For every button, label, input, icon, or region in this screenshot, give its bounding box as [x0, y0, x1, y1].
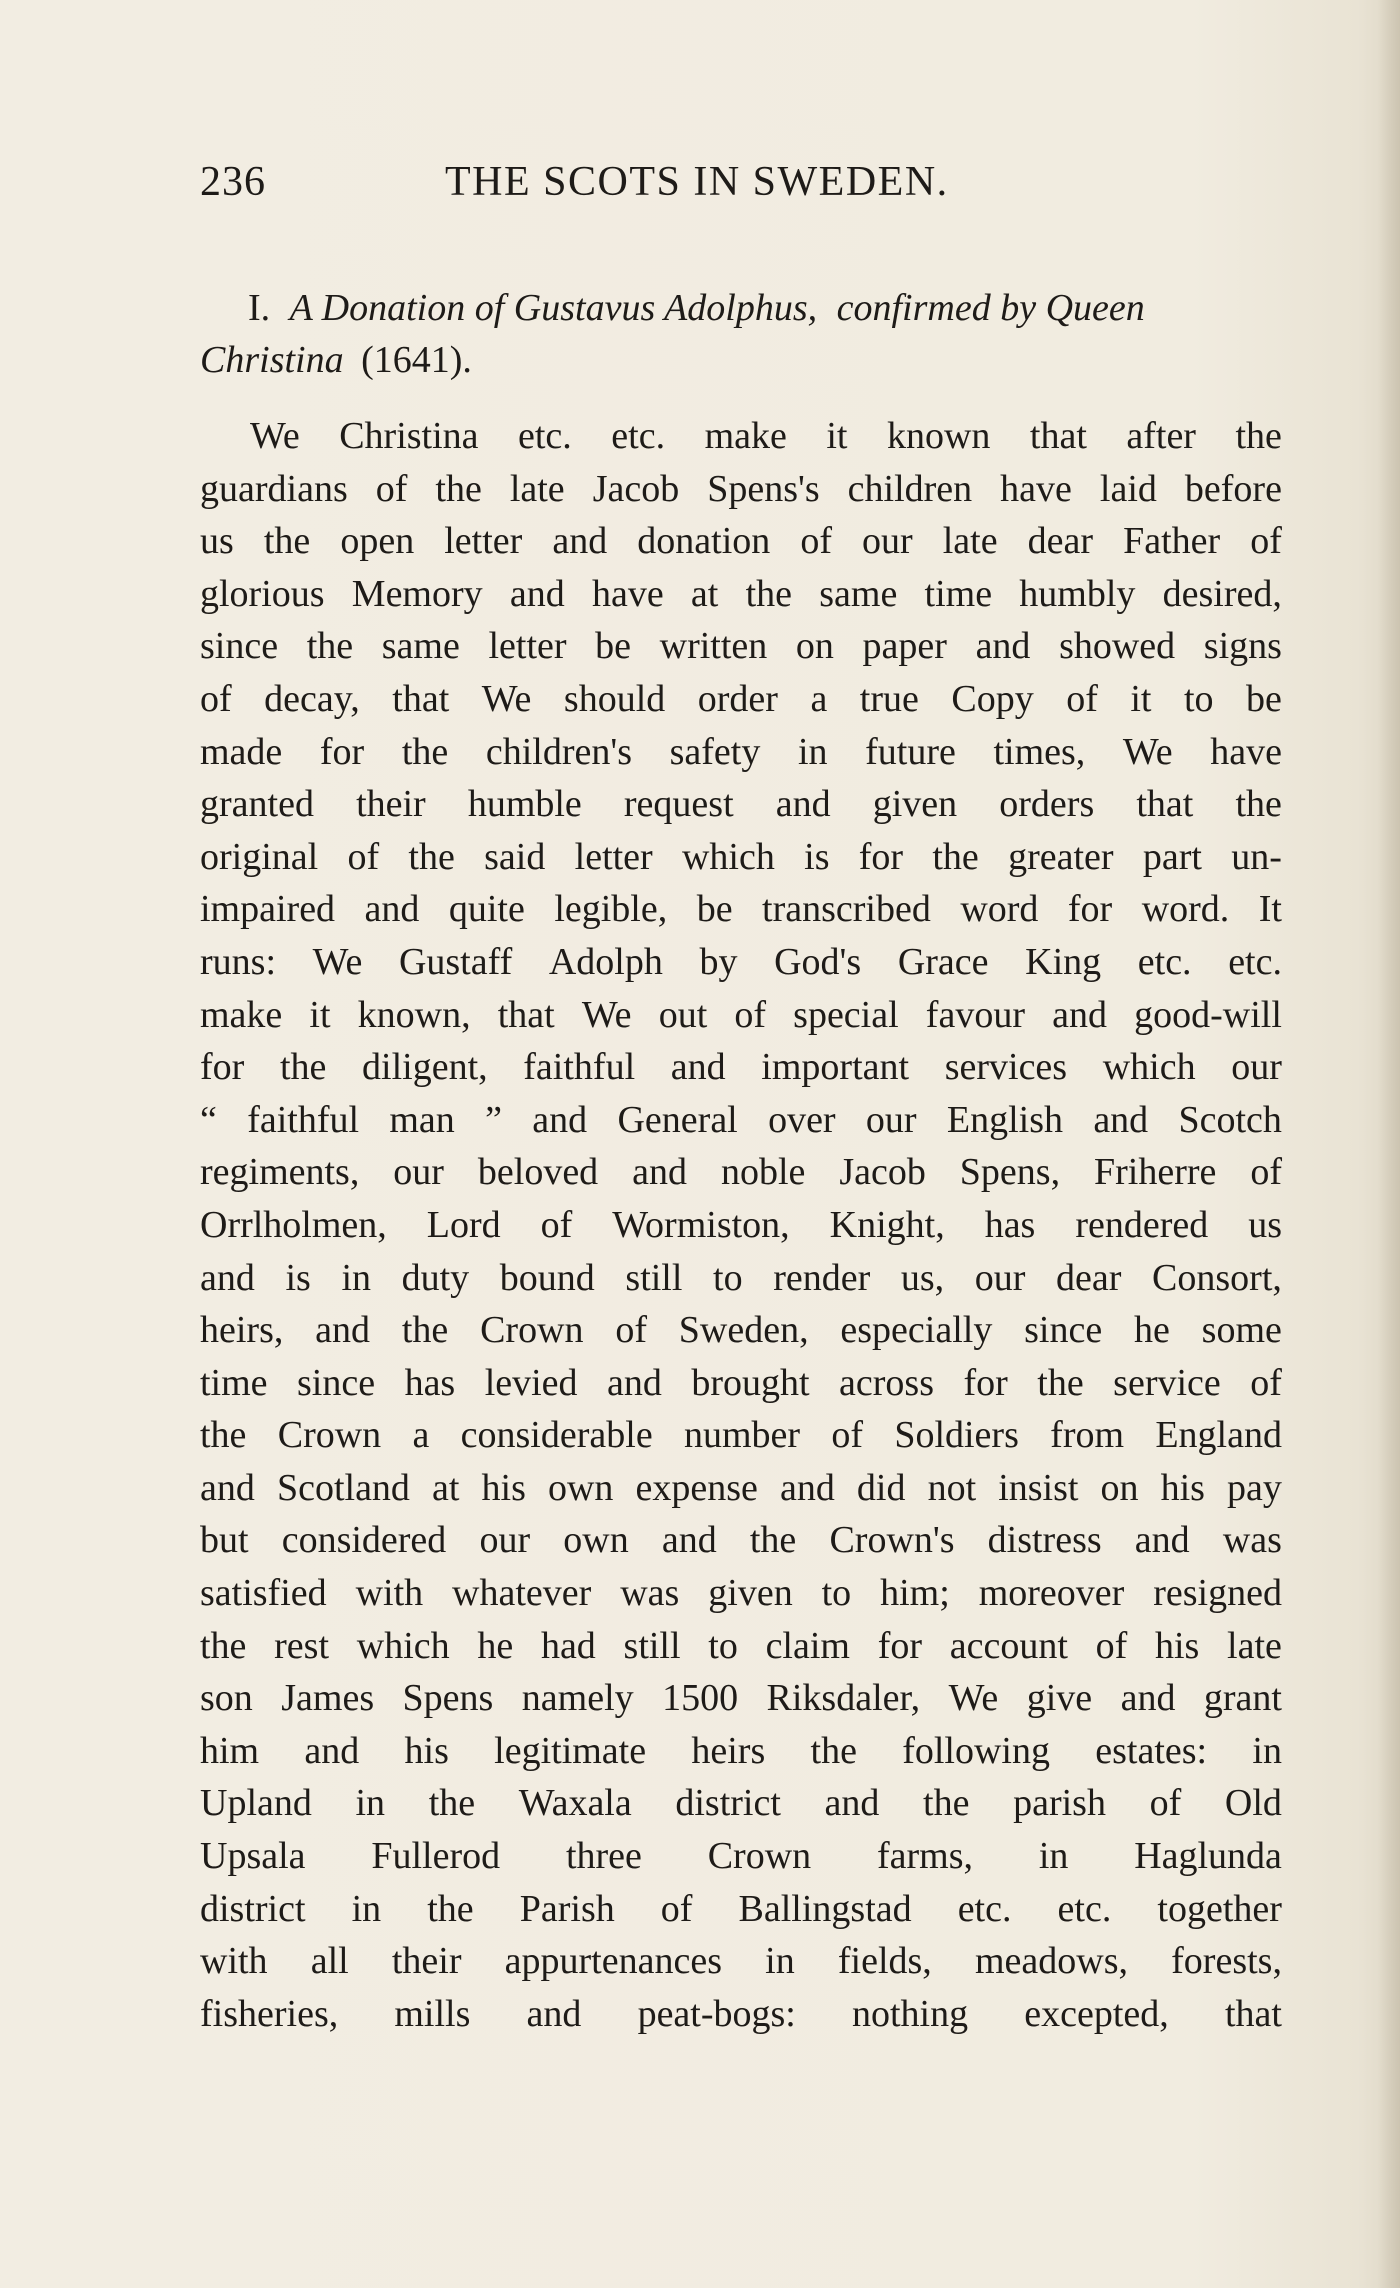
page-number: 236 [200, 159, 266, 205]
text-line: of decay, that We should order a true Copy of it to be [200, 677, 1282, 720]
text-line: We Christina etc. etc. make it known that after the [250, 415, 1282, 457]
text-line: “ faithful man ” and General over our English and Scotch [200, 1098, 1282, 1141]
text-line: time since has levied and brought across for the service of [200, 1361, 1282, 1404]
text-line: district in the Parish of Ballingstad etc. etc. together [200, 1887, 1282, 1930]
section-number: I. [248, 287, 271, 329]
body-text [200, 410, 1282, 2040]
text-line: the Crown a considerable number of Soldiers from England [200, 1414, 1282, 1457]
page-edge-shadow [1378, 0, 1400, 2288]
text-line: and is in duty bound still to render us, our dear Consort, [200, 1256, 1282, 1299]
text-line: runs: We Gustaff Adolph by God's Grace King etc. etc. [200, 940, 1282, 983]
section-date: (1641). [361, 339, 472, 381]
text-line: Upland in the Waxala district and the parish of Old [200, 1782, 1282, 1825]
section-title-name: Christina [200, 339, 344, 381]
running-head [200, 158, 1282, 218]
section-title-confirmed: confirmed by Queen [836, 287, 1145, 329]
text-line: with all their appurtenances in fields, meadows, forests, [200, 1940, 1282, 1983]
text-line: for the diligent, faithful and important services which our [200, 1046, 1282, 1089]
text-line: him and his legitimate heirs the following estates: in [200, 1729, 1282, 1772]
text-line: heirs, and the Crown of Sweden, especially since he some [200, 1309, 1282, 1352]
text-line: regiments, our beloved and noble Jacob Spens, Friherre of [200, 1151, 1282, 1194]
text-line: Upsala Fullerod three Crown farms, in Haglunda [200, 1835, 1282, 1878]
text-line: glorious Memory and have at the same time humbly desired, [200, 572, 1282, 615]
text-line: Orrlholmen, Lord of Wormiston, Knight, has rendered us [200, 1203, 1282, 1246]
text-line: and Scotland at his own expense and did not insist on his pay [200, 1466, 1282, 1509]
text-line: make it known, that We out of special favour and good-will [200, 993, 1282, 1036]
text-line: granted their humble request and given orders that the [200, 783, 1282, 826]
text-line: fisheries, mills and peat-bogs: nothing excepted, that [200, 1992, 1282, 2035]
text-line: guardians of the late Jacob Spens's children have laid before [200, 467, 1282, 510]
text-line: made for the children's safety in future times, We have [200, 730, 1282, 773]
text-line: since the same letter be written on paper and showed signs [200, 625, 1282, 668]
text-line: satisfied with whatever was given to him; moreover resigned [200, 1572, 1282, 1615]
text-line: us the open letter and donation of our late dear Father of [200, 520, 1282, 563]
running-title: THE SCOTS IN SWEDEN. [445, 159, 949, 205]
text-line: impaired and quite legible, be transcribed word for word. It [200, 888, 1282, 931]
section-title: A Donation of Gustavus Adolphus, [289, 287, 818, 329]
text-line: but considered our own and the Crown's distress and was [200, 1519, 1282, 1562]
text-line: son James Spens namely 1500 Riksdaler, We give and grant [200, 1677, 1282, 1720]
text-line: the rest which he had still to claim for account of his late [200, 1624, 1282, 1667]
section-heading [200, 282, 1282, 386]
text-line: original of the said letter which is for the greater part un- [200, 835, 1282, 878]
